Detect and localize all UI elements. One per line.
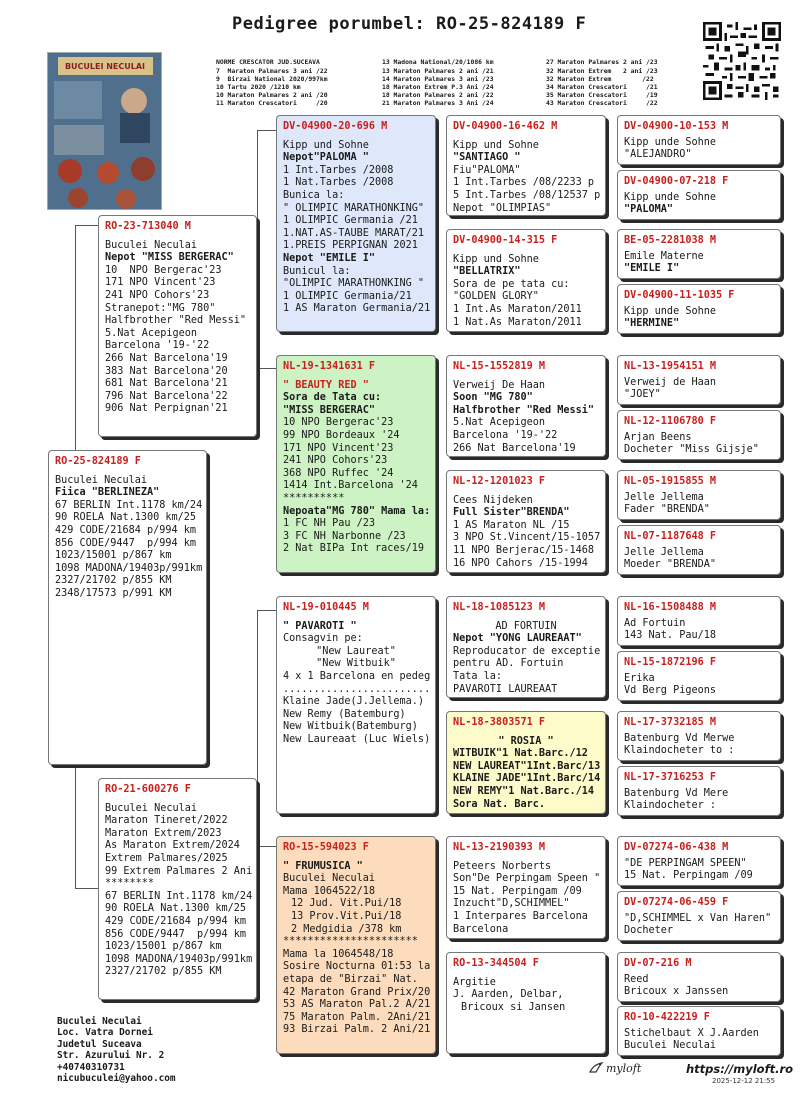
connector <box>257 130 276 131</box>
connector <box>257 610 258 846</box>
ring-number: DV-04900-16-462 M <box>453 121 558 132</box>
ancestor-card[interactable]: NL-07-1187648 F Jelle Jellema Moeder "BRENDA" <box>617 525 781 575</box>
ring-number: NL-19-010445 M <box>283 602 369 613</box>
ancestor-card[interactable]: DV-07-216 M Reed Bricoux x Janssen <box>617 952 781 1002</box>
connector <box>75 888 99 889</box>
ring-number: RO-13-344504 F <box>453 958 539 969</box>
loft-photo-icon <box>48 53 162 210</box>
ancestor-card[interactable]: NL-13-1954151 M Verweij de Haan "JOEY" <box>617 355 781 405</box>
ancestor-card[interactable]: NL-12-1106780 F Arjan Beens Docheter "Miss Gijsje" <box>617 410 781 460</box>
ssd-card[interactable]: DV-04900-14-315 F Kipp und Sohne "BELLATRIX" Sora de pe tata cu: "GOLDEN GLORY" 1 Int.As Maraton/2011 1 Nat.As Maraton/2011 <box>446 229 606 332</box>
qr-code-icon <box>703 20 781 102</box>
connector <box>257 610 276 611</box>
connector <box>75 225 76 453</box>
footer-date: 2025-12-12 21:55 <box>712 1077 776 1085</box>
ring-number: NL-13-2190393 M <box>453 842 546 853</box>
dsd-card[interactable]: NL-18-3803571 F " ROSIA " WITBUIK"1 Nat.Barc./12 NEW LAUREAT"1Int.Barc/13 KLAINE JADE"1Int.Barc/14 NEW REMY"1 Nat.Barc./14 Sora Nat. Barc. <box>446 711 606 814</box>
ring-number: DV-04900-20-696 M <box>283 121 388 132</box>
ancestor-card[interactable]: NL-05-1915855 M Jelle Jellema Fader "BRENDA" <box>617 470 781 520</box>
ancestor-card[interactable]: DV-07274-06-438 M "DE PERPINGAM SPEEN" 15 Nat. Perpingam /09 <box>617 836 781 886</box>
page-title: Pedigree porumbel: RO-25-824189 F <box>232 14 587 34</box>
connector <box>75 763 76 888</box>
ddd-card[interactable]: RO-13-344504 F Argitie J. Aarden, Delbar, Bricoux si Jansen <box>446 952 606 1054</box>
ancestor-card[interactable]: DV-04900-11-1035 F Kipp unde Sohne "HERMINE" <box>617 284 781 334</box>
sdd-card[interactable]: NL-12-1201023 F Cees Nijdeken Full Sister"BRENDA" 1 AS Maraton NL /15 3 NPO St.Vincent/15-1057 11 NPO Berjerac/15-1468 16 NPO Cahors /15-1994 <box>446 470 606 573</box>
ancestor-card[interactable]: NL-16-1508488 M Ad Fortuin 143 Nat. Pau/18 <box>617 596 781 646</box>
connector <box>257 130 258 368</box>
ring-number: NL-12-1201023 F <box>453 476 546 487</box>
results-column-1: NORME CRESCATOR JUD.SUCEAVA 7 Maraton Palmares 3 ani /22 9 Birzai National 2020/997km 10 Tartu 2020 /1210 km 10 Maraton Palmares 2 ani /20 11 Maraton Crescatori /20 <box>216 58 328 108</box>
main-pigeon-card[interactable]: RO-25-824189 F Buculei Neculai Fiica "BERLINEZA" 67 BERLIN Int.1178 km/24 90 ROELA Nat.1300 km/25 429 CODE/21684 p/994 km 856 CODE/9447 p/994 km 1023/15001 p/867 km 1098 MADONA/19403p/991km 2327/21702 p/855 KM 2348/17573 p/991 KM <box>48 450 207 765</box>
ring-number: NL-18-1085123 M <box>453 602 546 613</box>
dam-sire-card[interactable]: NL-19-010445 M " PAVAROTI " Consagvin pe: "New Laureat" "New Witbuik" 4 x 1 Barcelona en pedeg ........................ Klaine Jade(J.Jellema.) New Remy (Batemburg) New Witbuik(Batemburg) New Laureaat (Luc Wiels) <box>276 596 436 814</box>
breeder-photo <box>47 52 162 210</box>
ring-number: NL-15-1552819 M <box>453 361 546 372</box>
dam-card[interactable]: RO-21-600276 F Buculei Neculai Maraton Tineret/2022 Maraton Extrem/2023 As Maraton Extrem/2024 Extrem Palmares/2025 99 Extrem Palmares 2 Ani ******** 67 BERLIN Int.1178 km/24 90 ROELA Nat.1300 km/25 429 CODE/21684 p/994 km 856 CODE/9447 p/994 km 1023/15001 p/867 km 1098 MADONA/19403p/991km 2327/21702 p/855 KM <box>98 778 257 1000</box>
ancestor-card[interactable]: DV-04900-10-153 M Kipp unde Sohne "ALEJANDRO" <box>617 115 781 165</box>
sire-dam-card[interactable]: NL-19-1341631 F " BEAUTY RED " Sora de Tata cu: "MISS BERGERAC" 10 NPO Bergerac'23 99 NPO Bordeaux '24 171 NPO Vincent'23 241 NPO Cohors'23 368 NPO Ruffec '24 1414 Int.Barcelona '24 ********** Nepoata"MG 780" Mama la: 1 FC NH Pau /23 3 FC NH Narbonne /23 2 Nat BIPa Int races/19 <box>276 355 436 573</box>
ring-number: NL-18-3803571 F <box>453 717 546 728</box>
footer-url-link[interactable]: https://myloft.ro <box>686 1062 794 1076</box>
ancestor-card[interactable]: NL-17-3716253 F Batenburg Vd Mere Klaindocheter : <box>617 766 781 816</box>
pigeon-logo-icon <box>588 1060 604 1076</box>
ring-number: DV-04900-14-315 F <box>453 235 558 246</box>
dss-card[interactable]: NL-18-1085123 M AD FORTUIN Nepot "YONG LAUREAAT" Reproducator de exceptie pentru AD. Fortuin Tata la: PAVAROTI LAUREAAT <box>446 596 606 698</box>
sire-card[interactable]: RO-23-713040 M Buculei Neculai Nepot "MISS BERGERAC" 10 NPO Bergerac'23 171 NPO Vincent'23 241 NPO Cohors'23 Stranepot:"MG 780" Halfbrother "Red Messi" 5.Nat Acepigeon Barcelona '19-'22 266 Nat Barcelona'19 383 Nat Barcelona'20 681 Nat Barcelona'21 796 Nat Barcelona'22 906 Nat Perpignan'21 <box>98 215 257 437</box>
footer-logo: myloft <box>606 1062 642 1075</box>
ring-number: RO-21-600276 F <box>105 784 191 795</box>
ancestor-card[interactable]: NL-17-3732185 M Batenburg Vd Merwe Klaindocheter to : <box>617 711 781 761</box>
dam-dam-card[interactable]: RO-15-594023 F " FRUMUSICA " Buculei Neculai Mama 1064522/18 12 Jud. Vit.Pui/18 13 Prov.Vit.Pui/18 2 Medgidia /378 km ********************** Mama la 1064548/18 Sosire Nocturna 01:53 la etapa de "Birzai" Nat. 42 Maraton Grand Prix/20 53 AS Maraton Pal.2 A/21 75 Maraton Palm. 2Ani/21 93 Birzai Palm. 2 Ani/21 <box>276 836 436 1054</box>
results-column-2: 13 Madona National/20/1086 km 13 Maraton Palmares 2 ani /21 14 Maraton Palmares 3 ani /23 18 Maraton Extrem P.3 Ani /24 18 Maraton Palmares 2 ani /22 21 Maraton Palmares 3 Ani /24 <box>382 58 494 108</box>
email-link[interactable]: nicubuculei@yahoo.com <box>57 1073 176 1085</box>
connector <box>257 846 276 847</box>
breeder-address: Buculei Neculai Loc. Vatra Dornei Judetul Suceava Str. Azurului Nr. 2 +40740310731 nicubuculei@yahoo.com <box>57 1016 176 1085</box>
sss-card[interactable]: DV-04900-16-462 M Kipp und Sohne "SANTIAGO " Fiu"PALOMA" 1 Int.Tarbes /08/2233 p 5 Int.Tarbes /08/12537 p Nepot "OLIMPIAS" <box>446 115 606 216</box>
ring-number: RO-15-594023 F <box>283 842 369 853</box>
ancestor-card[interactable]: NL-15-1872196 F Erika Vd Berg Pigeons <box>617 651 781 701</box>
sire-sire-card[interactable]: DV-04900-20-696 M Kipp und Sohne Nepot"PALOMA " 1 Int.Tarbes /2008 1 Nat.Tarbes /2008 Bunica la: " OLIMPIC MARATHONKING" 1 OLIMPIC Germania /21 1.NAT.AS-TAUBE MARAT/21 1.PREIS PERPIGNAN 2021 Nepot "EMILE I" Bunicul la: "OLIMPIC MARATHONKING " 1 OLIMPIC Germania/21 1 AS Maraton Germania/21 <box>276 115 436 332</box>
dds-card[interactable]: NL-13-2190393 M Peteers Norberts Son"De Perpingam Speen " 15 Nat. Perpingam /09 Inzucht"D,SCHIMMEL" 1 Interpares Barcelona Barcelona <box>446 836 606 939</box>
ancestor-card[interactable]: DV-07274-06-459 F "D,SCHIMMEL x Van Haren" Docheter <box>617 891 781 941</box>
photo-caption: BUCULEI NECULAI <box>64 62 146 71</box>
sds-card[interactable]: NL-15-1552819 M Verweij De Haan Soon "MG 780" Halfbrother "Red Messi" 5.Nat Acepigeon Barcelona '19-'22 266 Nat Barcelona'19 <box>446 355 606 457</box>
ancestor-card[interactable]: RO-10-422219 F Stichelbaut X J.Aarden Buculei Neculai <box>617 1006 781 1056</box>
ring-number: RO-23-713040 M <box>105 221 191 232</box>
connector <box>257 368 276 369</box>
ancestor-card[interactable]: DV-04900-07-218 F Kipp unde Sohne "PALOMA" <box>617 170 781 220</box>
ring-number: NL-19-1341631 F <box>283 361 376 372</box>
ring-number: RO-25-824189 F <box>55 456 141 467</box>
ancestor-card[interactable]: BE-05-2281038 M Emile Materne "EMILE I" <box>617 229 781 279</box>
results-column-3: 27 Maraton Palmares 2 ani /23 32 Maraton Extrem 2 ani /23 32 Maraton Extrem /22 34 Maraton Crescatori /21 35 Maraton Crescatori /19 43 Maraton Crescatori /22 <box>546 58 658 108</box>
connector <box>75 225 99 226</box>
